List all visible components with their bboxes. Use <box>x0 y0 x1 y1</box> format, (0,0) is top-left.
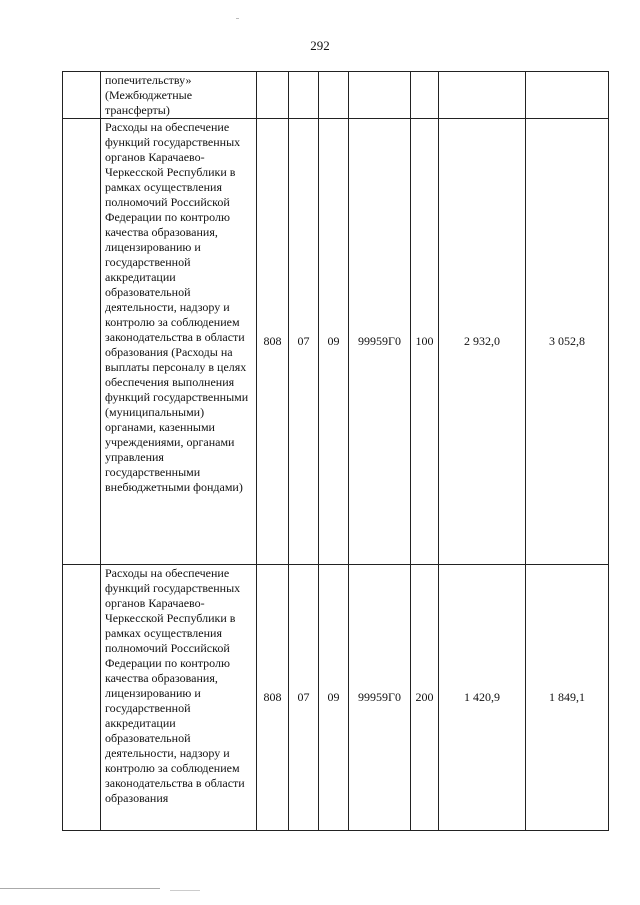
target-article-cell <box>349 72 411 119</box>
row-number-cell <box>63 72 101 119</box>
section-code-cell: 07 <box>289 565 319 831</box>
table-row <box>63 565 609 831</box>
expense-name-cell: Расходы на обеспечение функций государственных органов Карачаево-Черкесской Республики в рамках осуществления полномочий Российской Федерации по контролю качества образования, лицензированию и государственной аккредитации образовательной деятельности, надзору и контролю за соблюдением законодательства в области образования (Расходы на выплаты персоналу в целях обеспечения выполнения функций государственными (муниципальными) органами, казенными учреждениями, органами управления государственными внебюджетными фондами) <box>101 119 257 565</box>
amount-2-cell <box>526 72 609 119</box>
amount-2-cell: 1 849,1 <box>526 565 609 831</box>
page-number: 292 <box>310 38 330 53</box>
scan-artifact-line <box>0 888 160 889</box>
ministry-code-cell <box>257 72 289 119</box>
expense-name-cell: Расходы на обеспечение функций государственных органов Карачаево-Черкесской Республики в рамках осуществления полномочий Российской Федерации по контролю качества образования, лицензированию и государственной аккредитации образовательной деятельности, надзору и контролю за соблюдением законодательства в области образования <box>101 565 257 831</box>
expense-type-cell: 200 <box>411 565 439 831</box>
expense-type-cell <box>411 72 439 119</box>
ministry-code-cell: 808 <box>257 565 289 831</box>
amount-1-cell: 2 932,0 <box>439 119 526 565</box>
scan-artifact-line <box>170 890 200 891</box>
amount-1-cell: 1 420,9 <box>439 565 526 831</box>
table-row <box>63 119 609 565</box>
target-article-cell: 99959Г0 <box>349 119 411 565</box>
row-number-cell <box>63 565 101 831</box>
subsection-code-cell: 09 <box>319 119 349 565</box>
amount-1-cell <box>439 72 526 119</box>
amount-2-cell: 3 052,8 <box>526 119 609 565</box>
target-article-cell: 99959Г0 <box>349 565 411 831</box>
table-row <box>63 72 609 119</box>
ministry-code-cell: 808 <box>257 119 289 565</box>
budget-table <box>62 71 609 831</box>
subsection-code-cell: 09 <box>319 565 349 831</box>
subsection-code-cell <box>319 72 349 119</box>
section-code-cell <box>289 72 319 119</box>
row-number-cell <box>63 119 101 565</box>
expense-type-cell: 100 <box>411 119 439 565</box>
expense-name-cell: попечительству» (Межбюджетные трансферты) <box>101 72 257 119</box>
scan-mark <box>236 18 239 19</box>
section-code-cell: 07 <box>289 119 319 565</box>
